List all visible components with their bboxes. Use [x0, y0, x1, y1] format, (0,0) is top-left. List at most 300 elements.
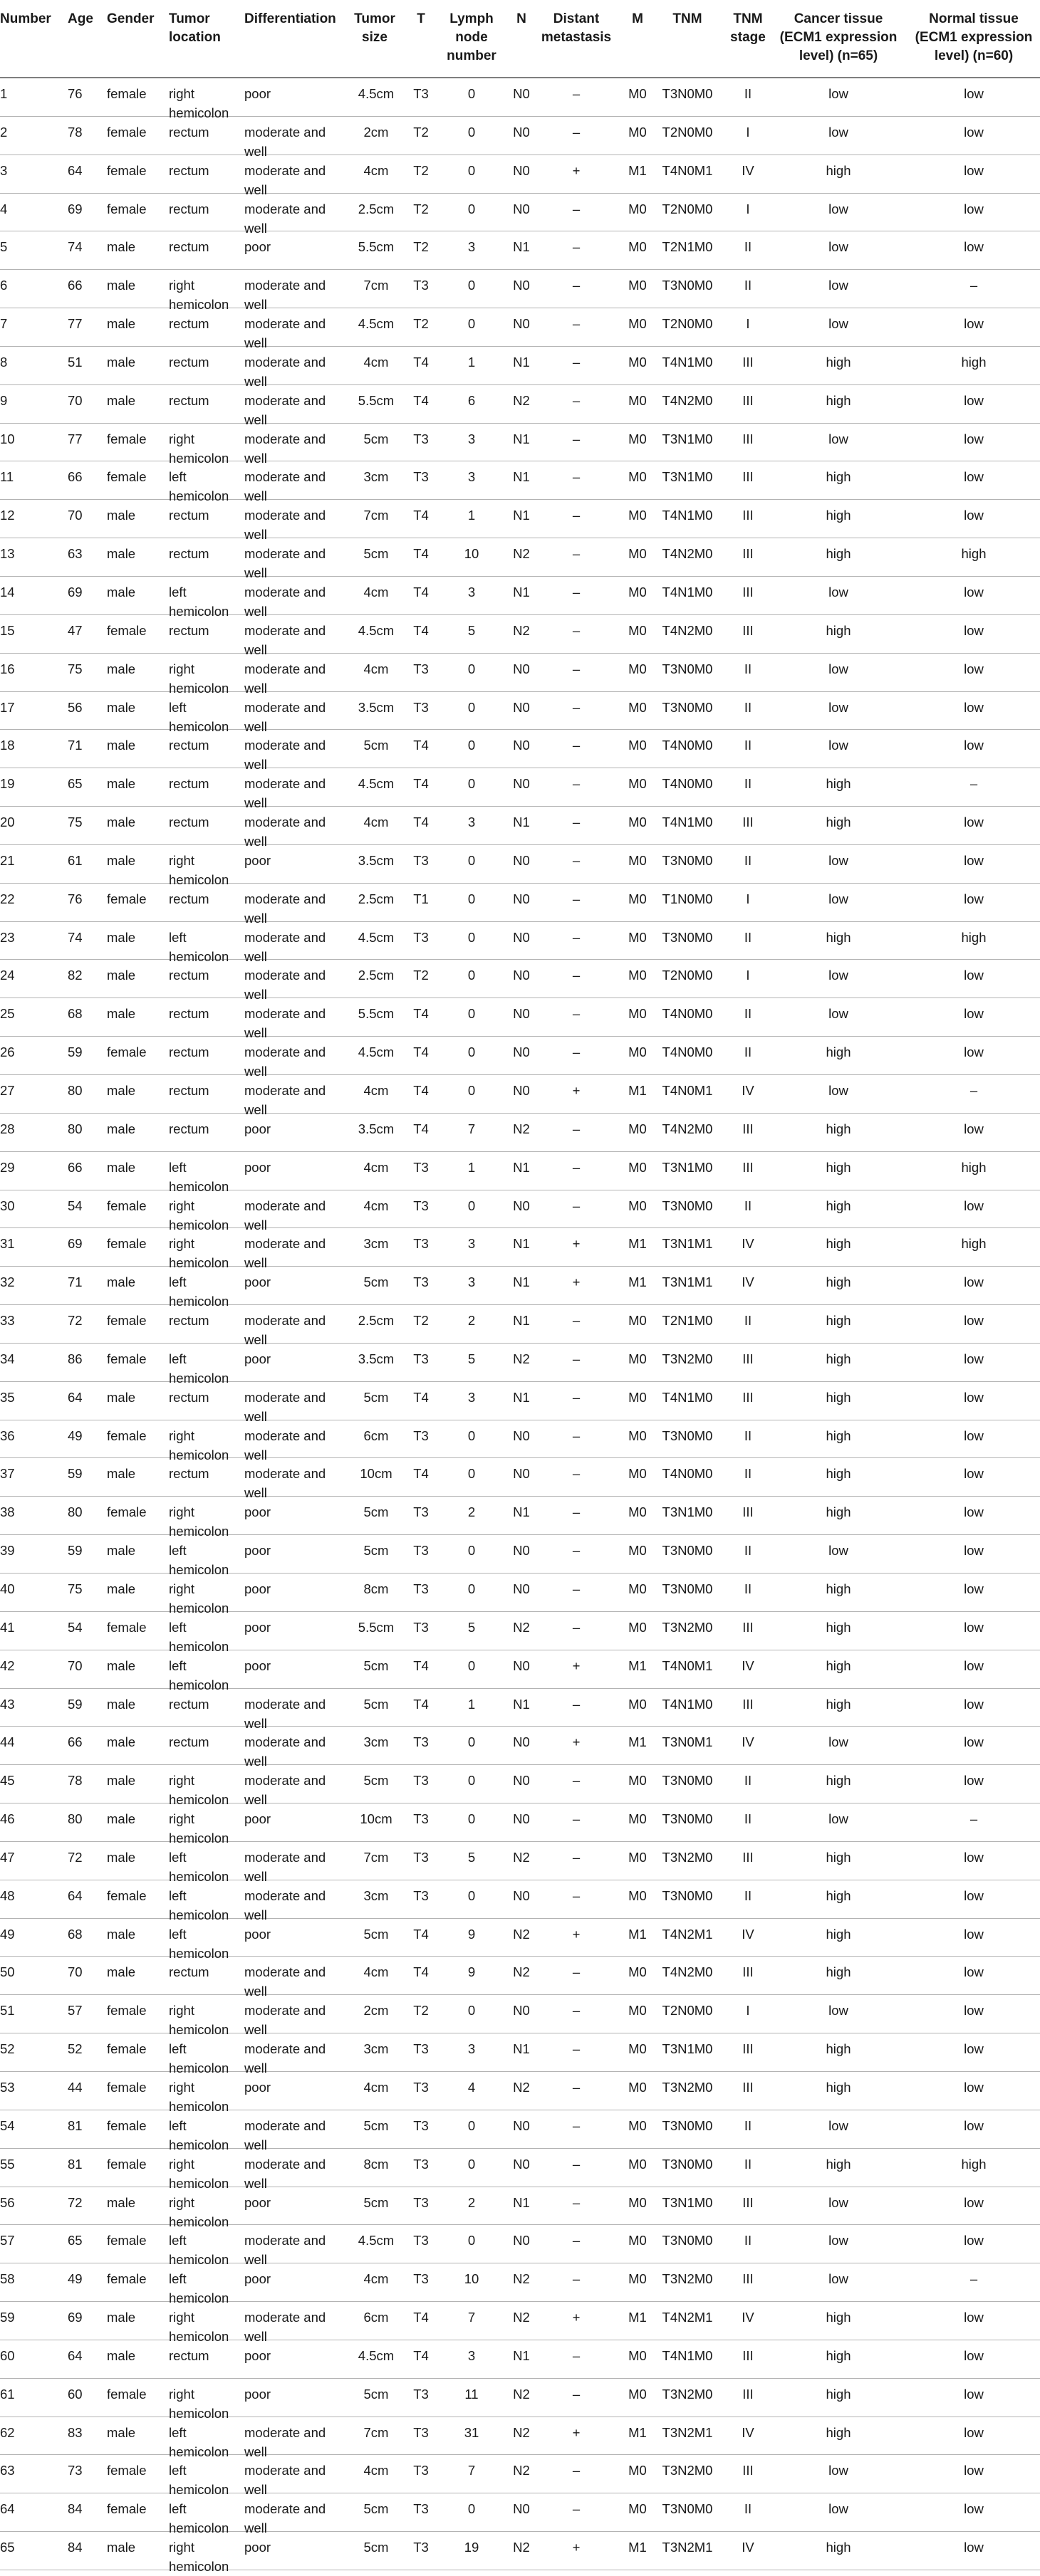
cell-t: T4 — [413, 1926, 429, 1942]
cell-gender: female — [107, 622, 147, 638]
cell-tumor-location: rectum — [169, 392, 209, 408]
cell-n: N0 — [513, 1006, 530, 1022]
cell-m: M0 — [628, 1811, 647, 1827]
table-row — [0, 2302, 1040, 2345]
cell-cancer-tissue: low — [828, 278, 848, 293]
cell-lymph-node-number: 9 — [467, 1926, 476, 1942]
cell-normal-tissue: low — [964, 661, 984, 676]
cell-cancer-tissue: high — [826, 1696, 851, 1712]
cell-distant-metastasis: – — [572, 2117, 581, 2133]
cell-lymph-node-number: 0 — [467, 124, 476, 140]
cell-tnm: T3N0M0 — [662, 1581, 713, 1596]
table-row — [0, 615, 1040, 657]
cell-cancer-tissue: high — [826, 776, 851, 792]
table-row — [0, 1497, 1040, 1539]
table-row — [0, 2149, 1040, 2191]
cell-tnm-stage: III — [742, 1696, 754, 1712]
cell-tumor-location: left hemicolon — [169, 585, 229, 619]
cell-tnm-stage: II — [744, 661, 752, 676]
cell-lymph-node-number: 0 — [467, 1543, 476, 1559]
cell-differentiation: moderate and well — [244, 776, 326, 811]
cell-distant-metastasis: – — [572, 661, 581, 676]
cell-lymph-node-number: 0 — [467, 1198, 476, 1213]
cell-tumor-size: 5cm — [363, 738, 389, 753]
table-row — [0, 1305, 1040, 1348]
cell-number: 52 — [0, 2041, 15, 2057]
cell-normal-tissue: low — [964, 1888, 984, 1903]
cell-tumor-size: 10cm — [360, 1811, 392, 1827]
cell-n: N0 — [513, 699, 530, 715]
cell-lymph-node-number: 0 — [467, 852, 476, 868]
table-row — [0, 1574, 1040, 1616]
header-tnm: TNM — [672, 11, 702, 26]
cell-tumor-location: right hemicolon — [169, 1811, 229, 1846]
cell-normal-tissue: low — [964, 1121, 984, 1136]
cell-age: 84 — [68, 2501, 83, 2517]
table-row — [0, 654, 1040, 696]
header-normal-tissue: Normal tissue (ECM1 expression level) (n=60) — [915, 11, 1033, 63]
cell-cancer-tissue: high — [826, 1274, 851, 1290]
cell-tumor-size: 4cm — [363, 585, 389, 600]
cell-differentiation: moderate and well — [244, 2233, 326, 2268]
cell-cancer-tissue: high — [826, 1121, 851, 1136]
cell-t: T1 — [413, 891, 429, 906]
cell-normal-tissue: high — [961, 1159, 987, 1175]
cell-cancer-tissue: high — [826, 1159, 851, 1175]
cell-age: 65 — [68, 2233, 83, 2248]
cell-m: M0 — [628, 1504, 647, 1520]
cell-age: 72 — [68, 1313, 83, 1329]
cell-n: N0 — [513, 929, 530, 945]
table-row — [0, 308, 1040, 351]
cell-tumor-location: left hemicolon — [169, 469, 229, 504]
cell-distant-metastasis: – — [572, 316, 581, 332]
cell-n: N0 — [513, 124, 530, 140]
cell-distant-metastasis: – — [572, 1811, 581, 1827]
cell-number: 21 — [0, 852, 15, 868]
cell-distant-metastasis: – — [572, 239, 581, 255]
cell-m: M0 — [628, 124, 647, 140]
cell-gender: male — [107, 316, 136, 332]
cell-tnm-stage: II — [744, 1198, 752, 1213]
cell-t: T3 — [413, 2156, 429, 2172]
cell-distant-metastasis: – — [572, 1849, 581, 1865]
cell-lymph-node-number: 1 — [467, 354, 476, 370]
cell-age: 49 — [68, 1428, 83, 1443]
cell-cancer-tissue: low — [828, 2501, 848, 2517]
cell-t: T4 — [413, 2310, 429, 2325]
cell-t: T3 — [413, 1734, 429, 1750]
cell-tumor-size: 5cm — [363, 2117, 389, 2133]
cell-tnm-stage: III — [742, 1121, 754, 1136]
cell-gender: male — [107, 1849, 136, 1865]
cell-n: N2 — [513, 1849, 530, 1865]
cell-tnm: T4N2M0 — [662, 392, 713, 408]
cell-tumor-location: rectum — [169, 316, 209, 332]
cell-n: N0 — [513, 162, 530, 178]
cell-m: M0 — [628, 1964, 647, 1980]
cell-tnm-stage: IV — [742, 2424, 754, 2440]
cell-tnm: T3N2M0 — [662, 1351, 713, 1366]
cell-differentiation: moderate and well — [244, 278, 326, 313]
cell-differentiation: moderate and well — [244, 1466, 326, 1501]
cell-m: M0 — [628, 2003, 647, 2019]
cell-n: N0 — [513, 2003, 530, 2019]
cell-m: M0 — [628, 392, 647, 408]
cell-distant-metastasis: – — [572, 1581, 581, 1596]
cell-m: M0 — [628, 1773, 647, 1789]
cell-t: T3 — [413, 278, 429, 293]
cell-number: 27 — [0, 1083, 15, 1098]
cell-gender: female — [107, 162, 147, 178]
cell-gender: male — [107, 699, 136, 715]
cell-t: T2 — [413, 2003, 429, 2019]
header-differentiation: Differentiation — [244, 11, 336, 26]
cell-t: T4 — [413, 1964, 429, 1980]
cell-normal-tissue: low — [964, 1696, 984, 1712]
cell-age: 61 — [68, 852, 83, 868]
cell-tumor-location: right hemicolon — [169, 2540, 229, 2575]
cell-m: M0 — [628, 1121, 647, 1136]
cell-lymph-node-number: 10 — [464, 546, 479, 562]
header-cancer-tissue: Cancer tissue (ECM1 expression level) (n=65) — [779, 11, 898, 63]
cell-age: 70 — [68, 392, 83, 408]
cell-tumor-size: 2.5cm — [358, 968, 395, 983]
cell-tnm-stage: II — [744, 1888, 752, 1903]
cell-distant-metastasis: – — [572, 2041, 581, 2057]
cell-tnm: T4N2M1 — [662, 1926, 713, 1942]
cell-t: T3 — [413, 929, 429, 945]
cell-cancer-tissue: high — [826, 354, 851, 370]
table-row — [0, 998, 1040, 1041]
cell-distant-metastasis: – — [572, 2463, 581, 2478]
cell-tumor-size: 4cm — [363, 1159, 389, 1175]
cell-tumor-size: 3cm — [363, 469, 389, 485]
cell-age: 66 — [68, 1159, 83, 1175]
table-row — [0, 1842, 1040, 1884]
cell-m: M0 — [628, 469, 647, 485]
cell-tnm: T1N0M0 — [662, 891, 713, 906]
table-row — [0, 1880, 1040, 1922]
cell-t: T2 — [413, 1313, 429, 1329]
cell-lymph-node-number: 0 — [467, 2117, 476, 2133]
table-row — [0, 1689, 1040, 1731]
cell-distant-metastasis: – — [572, 2386, 581, 2402]
cell-gender: male — [107, 278, 136, 293]
cell-differentiation: moderate and well — [244, 124, 326, 159]
cell-lymph-node-number: 0 — [467, 1581, 476, 1596]
cell-cancer-tissue: low — [828, 2233, 848, 2248]
cell-age: 69 — [68, 201, 83, 216]
cell-age: 49 — [68, 2271, 83, 2287]
header-m: M — [632, 11, 643, 26]
cell-number: 51 — [0, 2003, 15, 2019]
cell-normal-tissue: low — [964, 2424, 984, 2440]
cell-t: T4 — [413, 1466, 429, 1482]
cell-m: M0 — [628, 431, 647, 446]
cell-tumor-location: left hemicolon — [169, 2501, 229, 2536]
cell-gender: male — [107, 2194, 136, 2210]
cell-m: M0 — [628, 2117, 647, 2133]
cell-tnm: T4N0M0 — [662, 1466, 713, 1482]
cell-gender: female — [107, 2271, 147, 2287]
cell-lymph-node-number: 5 — [467, 1619, 476, 1635]
cell-number: 10 — [0, 431, 15, 446]
cell-tumor-location: left hemicolon — [169, 1351, 229, 1386]
table-row — [0, 1190, 1040, 1232]
cell-normal-tissue: low — [964, 2080, 984, 2095]
cell-cancer-tissue: high — [826, 2156, 851, 2172]
table-row — [0, 2187, 1040, 2229]
cell-tumor-location: rectum — [169, 354, 209, 370]
cell-m: M1 — [628, 1658, 647, 1673]
cell-tnm: T4N0M0 — [662, 776, 713, 792]
cell-cancer-tissue: high — [826, 2347, 851, 2363]
cell-age: 78 — [68, 124, 83, 140]
cell-m: M0 — [628, 776, 647, 792]
table-row — [0, 577, 1040, 619]
cell-normal-tissue: low — [964, 2347, 984, 2363]
cell-number: 20 — [0, 815, 15, 830]
cell-lymph-node-number: 19 — [464, 2540, 479, 2555]
cell-gender: female — [107, 1619, 147, 1635]
cell-cancer-tissue: low — [828, 431, 848, 446]
cell-tumor-size: 5cm — [363, 2540, 389, 2555]
cell-differentiation: moderate and well — [244, 1734, 326, 1769]
cell-lymph-node-number: 0 — [467, 1006, 476, 1022]
cell-normal-tissue: low — [964, 201, 984, 216]
cell-distant-metastasis: – — [572, 392, 581, 408]
cell-cancer-tissue: high — [826, 162, 851, 178]
cell-t: T3 — [413, 1811, 429, 1827]
cell-m: M1 — [628, 1083, 647, 1098]
cell-distant-metastasis: – — [572, 1389, 581, 1405]
cell-m: M0 — [628, 1198, 647, 1213]
cell-normal-tissue: low — [964, 1773, 984, 1789]
cell-differentiation: moderate and well — [244, 1006, 326, 1041]
cell-tumor-size: 5cm — [363, 2501, 389, 2517]
cell-age: 80 — [68, 1121, 83, 1136]
cell-cancer-tissue: high — [826, 1351, 851, 1366]
cell-age: 73 — [68, 2463, 83, 2478]
cell-cancer-tissue: high — [826, 1581, 851, 1596]
cell-tnm-stage: III — [742, 1849, 754, 1865]
cell-tumor-size: 7cm — [363, 1849, 389, 1865]
cell-m: M0 — [628, 2041, 647, 2057]
cell-tumor-location: left hemicolon — [169, 1274, 229, 1309]
table-row — [0, 960, 1040, 1002]
cell-tnm: T4N2M0 — [662, 1121, 713, 1136]
cell-tnm-stage: II — [744, 278, 752, 293]
cell-normal-tissue: low — [964, 162, 984, 178]
cell-t: T4 — [413, 585, 429, 600]
cell-distant-metastasis: + — [572, 2310, 581, 2325]
cell-differentiation: moderate and well — [244, 2156, 326, 2191]
cell-distant-metastasis: – — [572, 469, 581, 485]
cell-normal-tissue: – — [969, 1811, 978, 1827]
cell-tumor-size: 5cm — [363, 1274, 389, 1290]
table-row — [0, 730, 1040, 773]
cell-cancer-tissue: high — [826, 1964, 851, 1980]
cell-tnm-stage: III — [742, 354, 754, 370]
table-row — [0, 461, 1040, 504]
cell-differentiation: moderate and well — [244, 1696, 326, 1731]
cell-distant-metastasis: – — [572, 86, 581, 101]
cell-differentiation: moderate and well — [244, 1236, 326, 1271]
table-header — [0, 0, 1040, 78]
cell-cancer-tissue: low — [828, 738, 848, 753]
cell-m: M0 — [628, 1849, 647, 1865]
table-row — [0, 2110, 1040, 2152]
cell-n: N2 — [513, 2310, 530, 2325]
cell-n: N1 — [513, 2194, 530, 2210]
cell-age: 60 — [68, 2386, 83, 2402]
cell-tumor-size: 2.5cm — [358, 891, 395, 906]
cell-tumor-size: 5.5cm — [358, 1619, 395, 1635]
cell-distant-metastasis: – — [572, 508, 581, 523]
cell-normal-tissue: low — [964, 1658, 984, 1673]
cell-tnm: T3N1M0 — [662, 431, 713, 446]
cell-t: T3 — [413, 1198, 429, 1213]
cell-t: T4 — [413, 508, 429, 523]
cell-gender: female — [107, 2501, 147, 2517]
cell-age: 56 — [68, 699, 83, 715]
cell-tumor-location: left hemicolon — [169, 2041, 229, 2076]
cell-differentiation: moderate and well — [244, 2310, 326, 2345]
cell-n: N2 — [513, 392, 530, 408]
cell-lymph-node-number: 0 — [467, 776, 476, 792]
cell-n: N1 — [513, 239, 530, 255]
cell-t: T3 — [413, 431, 429, 446]
cell-normal-tissue: low — [964, 2194, 984, 2210]
cell-m: M0 — [628, 2347, 647, 2363]
cell-lymph-node-number: 5 — [467, 1351, 476, 1366]
cell-cancer-tissue: low — [828, 661, 848, 676]
cell-age: 65 — [68, 776, 83, 792]
cell-normal-tissue: low — [964, 1313, 984, 1329]
cell-n: N2 — [513, 546, 530, 562]
cell-differentiation: moderate and well — [244, 661, 326, 696]
cell-lymph-node-number: 10 — [464, 2271, 479, 2287]
cell-number: 26 — [0, 1044, 15, 1060]
cell-number: 41 — [0, 1619, 15, 1635]
cell-number: 39 — [0, 1543, 15, 1559]
cell-distant-metastasis: + — [572, 2540, 581, 2555]
cell-t: T3 — [413, 1581, 429, 1596]
cell-distant-metastasis: + — [572, 1734, 581, 1750]
cell-tnm: T3N0M0 — [662, 2156, 713, 2172]
cell-tumor-size: 5cm — [363, 1543, 389, 1559]
cell-tumor-size: 2.5cm — [358, 1313, 395, 1329]
cell-tumor-size: 4.5cm — [358, 1044, 395, 1060]
cell-distant-metastasis: – — [572, 1159, 581, 1175]
cell-distant-metastasis: – — [572, 2233, 581, 2248]
cell-n: N0 — [513, 1581, 530, 1596]
cell-gender: male — [107, 1159, 136, 1175]
cell-tnm-stage: III — [742, 1389, 754, 1405]
cell-normal-tissue: low — [964, 1849, 984, 1865]
cell-tnm-stage: II — [744, 1428, 752, 1443]
cell-lymph-node-number: 3 — [467, 2041, 476, 2057]
cell-tnm-stage: IV — [742, 1274, 754, 1290]
cell-n: N1 — [513, 1313, 530, 1329]
cell-tumor-size: 4cm — [363, 2271, 389, 2287]
cell-lymph-node-number: 3 — [467, 1274, 476, 1290]
cell-tnm: T3N1M0 — [662, 469, 713, 485]
cell-cancer-tissue: high — [826, 392, 851, 408]
cell-m: M0 — [628, 852, 647, 868]
cell-m: M1 — [628, 1274, 647, 1290]
cell-tnm: T3N0M0 — [662, 929, 713, 945]
cell-gender: male — [107, 1581, 136, 1596]
cell-age: 74 — [68, 929, 83, 945]
cell-age: 83 — [68, 2424, 83, 2440]
cell-distant-metastasis: – — [572, 891, 581, 906]
cell-number: 17 — [0, 699, 15, 715]
cell-tnm: T3N2M0 — [662, 2080, 713, 2095]
cell-tnm: T4N1M0 — [662, 354, 713, 370]
cell-distant-metastasis: + — [572, 1658, 581, 1673]
cell-normal-tissue: high — [961, 354, 987, 370]
cell-tumor-size: 4cm — [363, 2463, 389, 2478]
cell-n: N0 — [513, 2117, 530, 2133]
table-row — [0, 2263, 1040, 2306]
cell-tnm-stage: III — [742, 2386, 754, 2402]
cell-tnm: T4N0M0 — [662, 738, 713, 753]
cell-distant-metastasis: – — [572, 1543, 581, 1559]
cell-n: N2 — [513, 1121, 530, 1136]
cell-normal-tissue: low — [964, 1504, 984, 1520]
cell-number: 63 — [0, 2463, 15, 2478]
cell-n: N0 — [513, 316, 530, 332]
cell-age: 52 — [68, 2041, 83, 2057]
cell-tnm-stage: II — [744, 852, 752, 868]
cell-gender: female — [107, 124, 147, 140]
cell-differentiation: poor — [244, 2347, 271, 2363]
cell-gender: male — [107, 1964, 136, 1980]
cell-m: M1 — [628, 2424, 647, 2440]
cell-tnm-stage: III — [742, 1964, 754, 1980]
cell-lymph-node-number: 0 — [467, 1888, 476, 1903]
cell-age: 76 — [68, 891, 83, 906]
cell-lymph-node-number: 0 — [467, 162, 476, 178]
cell-age: 80 — [68, 1083, 83, 1098]
cell-distant-metastasis: – — [572, 1696, 581, 1712]
cell-cancer-tissue: high — [826, 1466, 851, 1482]
cell-tnm: T4N1M0 — [662, 2347, 713, 2363]
cell-tnm: T3N0M0 — [662, 1428, 713, 1443]
cell-gender: male — [107, 354, 136, 370]
cell-number: 34 — [0, 1351, 15, 1366]
cell-lymph-node-number: 0 — [467, 1466, 476, 1482]
table-row — [0, 424, 1040, 466]
cell-cancer-tissue: low — [828, 1811, 848, 1827]
cell-number: 15 — [0, 622, 15, 638]
cell-tnm-stage: I — [746, 124, 750, 140]
cell-m: M0 — [628, 2386, 647, 2402]
cell-tumor-location: left hemicolon — [169, 1926, 229, 1961]
cell-tnm-stage: III — [742, 2041, 754, 2057]
cell-gender: female — [107, 1351, 147, 1366]
cell-tumor-location: rectum — [169, 1696, 209, 1712]
cell-tnm-stage: II — [744, 2156, 752, 2172]
cell-t: T3 — [413, 2041, 429, 2057]
cell-distant-metastasis: – — [572, 699, 581, 715]
cell-t: T4 — [413, 738, 429, 753]
table-row — [0, 2379, 1040, 2421]
cell-n: N0 — [513, 1888, 530, 1903]
table-row — [0, 1344, 1040, 1386]
